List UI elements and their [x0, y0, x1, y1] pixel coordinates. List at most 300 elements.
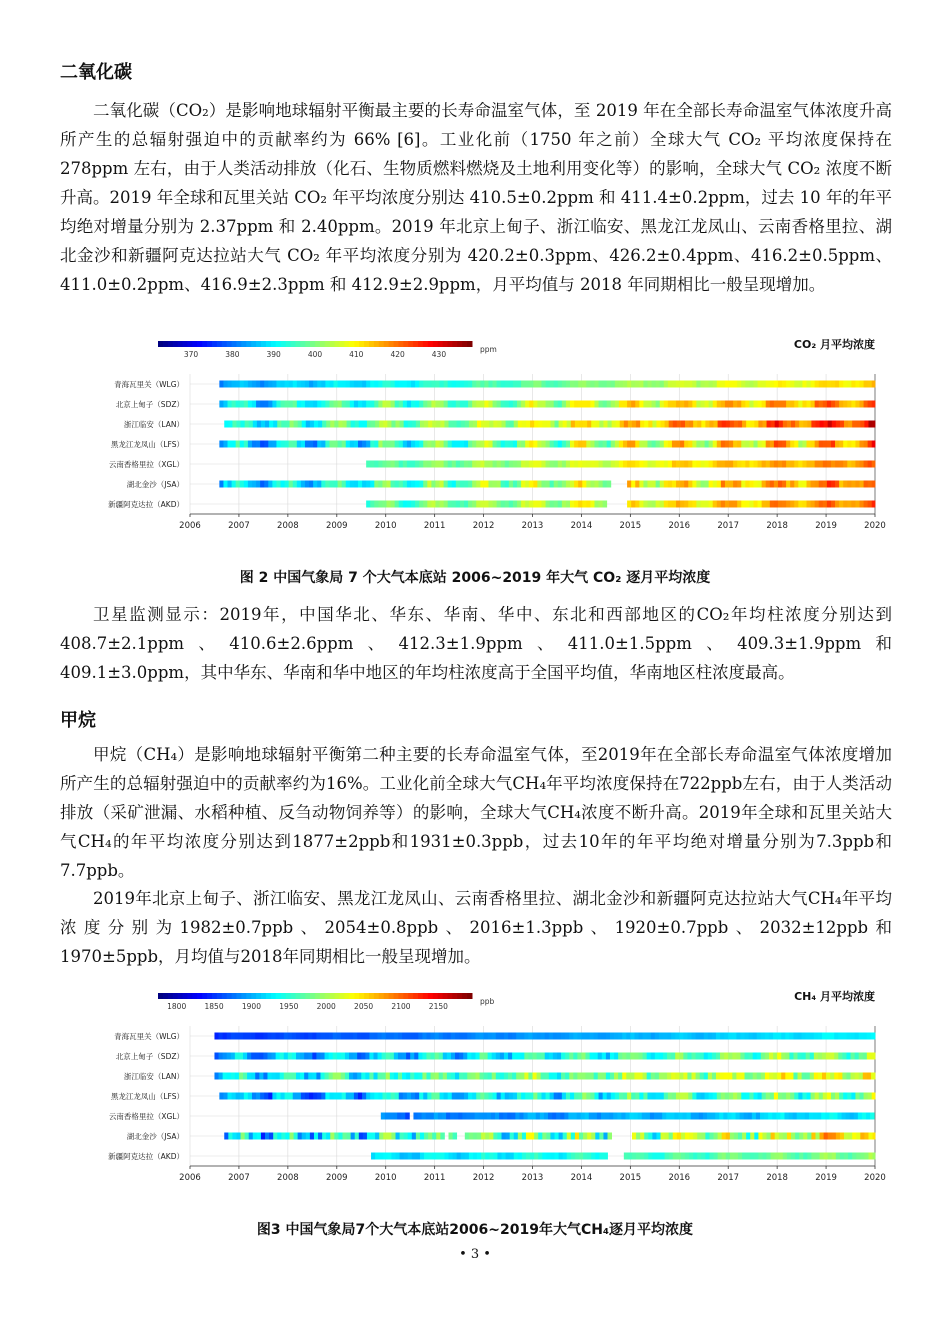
monthly-cell — [341, 1033, 345, 1040]
monthly-cell — [773, 1033, 777, 1040]
monthly-cell — [481, 1153, 485, 1160]
monthly-cell — [578, 401, 582, 408]
monthly-cell — [325, 481, 329, 488]
monthly-cell — [223, 401, 227, 408]
colorbar-segment — [207, 993, 212, 999]
monthly-cell — [472, 381, 476, 388]
monthly-cell — [787, 1133, 791, 1140]
monthly-cell — [395, 441, 399, 448]
monthly-cell — [447, 1053, 451, 1060]
monthly-cell — [431, 381, 435, 388]
monthly-cell — [872, 381, 876, 388]
monthly-cell — [562, 501, 566, 508]
monthly-cell — [272, 441, 276, 448]
monthly-cell — [306, 421, 310, 428]
monthly-cell — [696, 501, 700, 508]
monthly-cell — [468, 501, 472, 508]
monthly-cell — [394, 1073, 398, 1080]
monthly-cell — [656, 1133, 660, 1140]
monthly-cell — [443, 1053, 447, 1060]
monthly-cell — [488, 381, 492, 388]
monthly-cell — [680, 1093, 684, 1100]
x-tick-label: 2020 — [864, 521, 886, 531]
monthly-cell — [550, 381, 554, 388]
colorbar-segment — [359, 993, 364, 999]
monthly-cell — [419, 481, 423, 488]
monthly-cell — [476, 441, 480, 448]
monthly-cell — [480, 441, 484, 448]
monthly-cell — [728, 1053, 732, 1060]
monthly-cell — [264, 381, 268, 388]
colorbar-tick-label: 390 — [266, 350, 281, 359]
monthly-cell — [227, 1053, 231, 1060]
monthly-cell — [623, 1093, 627, 1100]
monthly-cell — [615, 461, 619, 468]
monthly-cell — [827, 481, 831, 488]
colorbar-segment — [227, 993, 232, 999]
monthly-cell — [366, 501, 370, 508]
monthly-cell — [296, 1073, 300, 1080]
monthly-cell — [717, 481, 721, 488]
monthly-cell — [281, 421, 285, 428]
monthly-cell — [399, 401, 403, 408]
monthly-cell — [721, 401, 725, 408]
monthly-cell — [484, 1093, 488, 1100]
colorbar-segment — [389, 993, 394, 999]
monthly-cell — [379, 1153, 383, 1160]
monthly-cell — [725, 481, 729, 488]
monthly-cell — [427, 401, 431, 408]
monthly-cell — [232, 481, 236, 488]
monthly-cell — [817, 1113, 821, 1120]
monthly-cell — [321, 441, 325, 448]
monthly-cell — [598, 1053, 602, 1060]
monthly-cell — [639, 1093, 643, 1100]
colorbar-segment — [212, 993, 217, 999]
monthly-cell — [382, 1093, 386, 1100]
monthly-cell — [244, 481, 248, 488]
monthly-cell — [517, 481, 521, 488]
monthly-cell — [452, 501, 456, 508]
monthly-cell — [708, 1033, 712, 1040]
monthly-cell — [267, 1033, 271, 1040]
monthly-cell — [422, 1053, 426, 1060]
monthly-cell — [619, 1093, 623, 1100]
monthly-cell — [565, 1033, 569, 1040]
monthly-cell — [382, 401, 386, 408]
monthly-cell — [742, 1153, 746, 1160]
monthly-cell — [475, 1033, 479, 1040]
colorbar-segment — [379, 993, 384, 999]
monthly-cell — [448, 461, 452, 468]
monthly-cell — [334, 1133, 338, 1140]
monthly-cell — [840, 421, 844, 428]
monthly-cell — [493, 1133, 497, 1140]
monthly-cell — [444, 461, 448, 468]
monthly-cell — [856, 421, 860, 428]
monthly-cell — [872, 441, 876, 448]
monthly-cell — [382, 1033, 386, 1040]
monthly-cell — [700, 501, 704, 508]
monthly-cell — [322, 1133, 326, 1140]
monthly-cell — [566, 381, 570, 388]
monthly-cell — [537, 461, 541, 468]
monthly-cell — [762, 1153, 766, 1160]
colorbar-segment — [398, 993, 403, 999]
monthly-cell — [731, 1113, 735, 1120]
monthly-cell — [602, 1033, 606, 1040]
monthly-cell — [382, 501, 386, 508]
monthly-cell — [480, 481, 484, 488]
monthly-cell — [289, 421, 293, 428]
monthly-cell — [639, 401, 643, 408]
monthly-cell — [864, 481, 868, 488]
monthly-cell — [540, 1113, 544, 1120]
monthly-cell — [443, 1033, 447, 1040]
monthly-cell — [740, 1033, 744, 1040]
monthly-cell — [452, 381, 456, 388]
monthly-cell — [603, 1153, 607, 1160]
monthly-cell — [635, 441, 639, 448]
colorbar-segment — [261, 341, 266, 347]
monthly-cell — [325, 441, 329, 448]
monthly-cell — [357, 1073, 361, 1080]
monthly-cell — [582, 441, 586, 448]
monthly-cell — [705, 1153, 709, 1160]
monthly-cell — [280, 1073, 284, 1080]
monthly-cell — [746, 1133, 750, 1140]
monthly-cell — [426, 1053, 430, 1060]
monthly-cell — [248, 401, 252, 408]
monthly-cell — [405, 1113, 409, 1120]
monthly-cell — [590, 481, 594, 488]
monthly-cell — [798, 401, 802, 408]
monthly-cell — [423, 501, 427, 508]
monthly-cell — [643, 481, 647, 488]
colorbar-segment — [246, 341, 251, 347]
monthly-cell — [709, 401, 713, 408]
monthly-cell — [297, 401, 301, 408]
monthly-cell — [762, 1093, 766, 1100]
monthly-cell — [859, 1073, 863, 1080]
monthly-cell — [301, 1093, 305, 1100]
monthly-cell — [526, 1153, 530, 1160]
monthly-cell — [415, 501, 419, 508]
monthly-cell — [794, 401, 798, 408]
monthly-cell — [827, 461, 831, 468]
colorbar-segment — [178, 993, 183, 999]
monthly-cell — [695, 1113, 699, 1120]
monthly-cell — [676, 501, 680, 508]
monthly-cell — [820, 1133, 824, 1140]
monthly-cell — [529, 1093, 533, 1100]
monthly-cell — [831, 381, 835, 388]
monthly-cell — [672, 461, 676, 468]
monthly-cell — [868, 421, 872, 428]
monthly-cell — [843, 381, 847, 388]
monthly-cell — [871, 1033, 875, 1040]
monthly-cell — [342, 481, 346, 488]
colorbar-segment — [438, 341, 443, 347]
monthly-cell — [734, 1133, 738, 1140]
monthly-cell — [770, 401, 774, 408]
monthly-cell — [716, 1053, 720, 1060]
colorbar-tick-label: 1950 — [279, 1002, 299, 1011]
monthly-cell — [396, 1133, 400, 1140]
monthly-cell — [590, 441, 594, 448]
x-tick-label: 2007 — [228, 1173, 250, 1183]
monthly-cell — [736, 1033, 740, 1040]
monthly-cell — [577, 1113, 581, 1120]
monthly-cell — [750, 1153, 754, 1160]
monthly-cell — [624, 1153, 628, 1160]
monthly-cell — [814, 1073, 818, 1080]
colorbar-segment — [452, 341, 457, 347]
monthly-cell — [333, 1073, 337, 1080]
monthly-cell — [549, 1033, 553, 1040]
monthly-cell — [566, 501, 570, 508]
monthly-cell — [640, 1133, 644, 1140]
monthly-cell — [528, 1053, 532, 1060]
monthly-cell — [407, 401, 411, 408]
monthly-cell — [764, 1113, 768, 1120]
monthly-cell — [811, 461, 815, 468]
monthly-cell — [464, 401, 468, 408]
monthly-cell — [452, 401, 456, 408]
colorbar-segment — [251, 341, 256, 347]
colorbar-segment — [403, 341, 408, 347]
monthly-cell — [268, 441, 272, 448]
monthly-cell — [546, 421, 550, 428]
monthly-cell — [705, 381, 709, 388]
monthly-cell — [431, 1093, 435, 1100]
monthly-cell — [227, 1033, 231, 1040]
monthly-cell — [703, 1113, 707, 1120]
monthly-cell — [546, 1093, 550, 1100]
monthly-cell — [582, 401, 586, 408]
monthly-cell — [733, 501, 737, 508]
monthly-cell — [419, 1093, 423, 1100]
monthly-cell — [308, 1053, 312, 1060]
monthly-cell — [224, 421, 228, 428]
colorbar-segment — [295, 341, 300, 347]
monthly-cell — [570, 501, 574, 508]
monthly-cell — [639, 1053, 643, 1060]
monthly-cell — [529, 481, 533, 488]
monthly-cell — [529, 501, 533, 508]
monthly-cell — [255, 1053, 259, 1060]
monthly-cell — [407, 381, 411, 388]
monthly-cell — [607, 401, 611, 408]
colorbar-segment — [340, 993, 345, 999]
monthly-cell — [855, 401, 859, 408]
colorbar-segment — [369, 993, 374, 999]
monthly-cell — [484, 401, 488, 408]
monthly-cell — [587, 421, 591, 428]
monthly-cell — [488, 461, 492, 468]
monthly-cell — [632, 1153, 636, 1160]
monthly-cell — [362, 401, 366, 408]
monthly-cell — [672, 1093, 676, 1100]
monthly-cell — [342, 441, 346, 448]
monthly-cell — [553, 1073, 557, 1080]
monthly-cell — [431, 481, 435, 488]
monthly-cell — [219, 401, 223, 408]
monthly-cell — [652, 461, 656, 468]
monthly-cell — [802, 1053, 806, 1060]
monthly-cell — [554, 401, 558, 408]
monthly-cell — [684, 381, 688, 388]
monthly-cell — [578, 441, 582, 448]
monthly-cell — [416, 1153, 420, 1160]
monthly-cell — [864, 1153, 868, 1160]
monthly-cell — [228, 381, 232, 388]
monthly-cell — [829, 1113, 833, 1120]
monthly-cell — [513, 441, 517, 448]
monthly-cell — [329, 441, 333, 448]
monthly-cell — [489, 1153, 493, 1160]
monthly-cell — [359, 1133, 363, 1140]
monthly-cell — [835, 501, 839, 508]
monthly-cell — [232, 1133, 236, 1140]
monthly-cell — [673, 421, 677, 428]
monthly-cell — [330, 421, 334, 428]
monthly-cell — [599, 461, 603, 468]
monthly-cell — [285, 401, 289, 408]
monthly-cell — [459, 1053, 463, 1060]
monthly-cell — [631, 401, 635, 408]
monthly-cell — [350, 481, 354, 488]
monthly-cell — [329, 1093, 333, 1100]
monthly-cell — [697, 1133, 701, 1140]
monthly-cell — [651, 1073, 655, 1080]
monthly-cell — [558, 1093, 562, 1100]
colorbar-segment — [433, 341, 438, 347]
monthly-cell — [794, 381, 798, 388]
monthly-cell — [839, 401, 843, 408]
monthly-cell — [346, 481, 350, 488]
monthly-cell — [860, 381, 864, 388]
monthly-cell — [864, 1133, 868, 1140]
monthly-cell — [724, 1053, 728, 1060]
monthly-cell — [310, 1133, 314, 1140]
monthly-cell — [647, 441, 651, 448]
monthly-cell — [414, 1033, 418, 1040]
monthly-cell — [838, 1073, 842, 1080]
monthly-cell — [228, 1133, 232, 1140]
monthly-cell — [684, 401, 688, 408]
monthly-cell — [784, 1113, 788, 1120]
monthly-cell — [398, 1053, 402, 1060]
monthly-cell — [656, 421, 660, 428]
monthly-cell — [575, 1153, 579, 1160]
monthly-cell — [415, 1093, 419, 1100]
monthly-cell — [665, 1153, 669, 1160]
monthly-cell — [705, 501, 709, 508]
monthly-cell — [758, 461, 762, 468]
colorbar-tick-label: 370 — [183, 350, 199, 359]
monthly-cell — [753, 461, 757, 468]
monthly-cell — [868, 481, 872, 488]
colorbar-segment — [443, 341, 448, 347]
monthly-cell — [583, 1133, 587, 1140]
monthly-cell — [419, 501, 423, 508]
monthly-cell — [420, 1133, 424, 1140]
monthly-cell — [334, 1093, 338, 1100]
station-label: 湖北金沙（JSA） — [126, 480, 184, 489]
monthly-cell — [300, 1053, 304, 1060]
monthly-cell — [308, 1073, 312, 1080]
colorbar-segment — [330, 341, 335, 347]
monthly-cell — [799, 1133, 803, 1140]
monthly-cell — [432, 1133, 436, 1140]
monthly-cell — [667, 1033, 671, 1040]
monthly-cell — [277, 1133, 281, 1140]
monthly-cell — [399, 501, 403, 508]
monthly-cell — [522, 421, 526, 428]
monthly-cell — [513, 501, 517, 508]
monthly-cell — [742, 1133, 746, 1140]
monthly-cell — [554, 501, 558, 508]
monthly-cell — [260, 481, 264, 488]
monthly-cell — [578, 381, 582, 388]
monthly-cell — [477, 1133, 481, 1140]
monthly-cell — [252, 381, 256, 388]
monthly-cell — [464, 481, 468, 488]
monthly-cell — [586, 1093, 590, 1100]
monthly-cell — [239, 1053, 243, 1060]
colorbar-segment — [300, 993, 305, 999]
monthly-cell — [672, 481, 676, 488]
monthly-cell — [342, 1133, 346, 1140]
monthly-cell — [867, 1053, 871, 1060]
monthly-cell — [835, 481, 839, 488]
monthly-cell — [465, 1153, 469, 1160]
colorbar-segment — [271, 341, 276, 347]
monthly-cell — [264, 441, 268, 448]
monthly-cell — [333, 1053, 337, 1060]
colorbar-segment — [447, 993, 452, 999]
monthly-cell — [289, 441, 293, 448]
colorbar-segment — [173, 993, 178, 999]
monthly-cell — [830, 1033, 834, 1040]
monthly-cell — [357, 1033, 361, 1040]
monthly-cell — [460, 401, 464, 408]
monthly-cell — [671, 1053, 675, 1060]
monthly-cell — [717, 461, 721, 468]
colorbar-segment — [374, 993, 379, 999]
monthly-cell — [656, 501, 660, 508]
monthly-cell — [745, 461, 749, 468]
monthly-cell — [461, 1153, 465, 1160]
monthly-cell — [390, 1073, 394, 1080]
monthly-cell — [721, 481, 725, 488]
monthly-cell — [506, 421, 510, 428]
monthly-cell — [251, 1073, 255, 1080]
monthly-cell — [770, 381, 774, 388]
monthly-cell — [408, 1153, 412, 1160]
monthly-cell — [825, 1113, 829, 1120]
monthly-cell — [640, 1153, 644, 1160]
monthly-cell — [860, 1153, 864, 1160]
monthly-cell — [807, 501, 811, 508]
monthly-cell — [312, 1053, 316, 1060]
monthly-cell — [778, 401, 782, 408]
monthly-cell — [569, 1053, 573, 1060]
monthly-cell — [493, 461, 497, 468]
monthly-cell — [460, 441, 464, 448]
monthly-cell — [398, 1033, 402, 1040]
